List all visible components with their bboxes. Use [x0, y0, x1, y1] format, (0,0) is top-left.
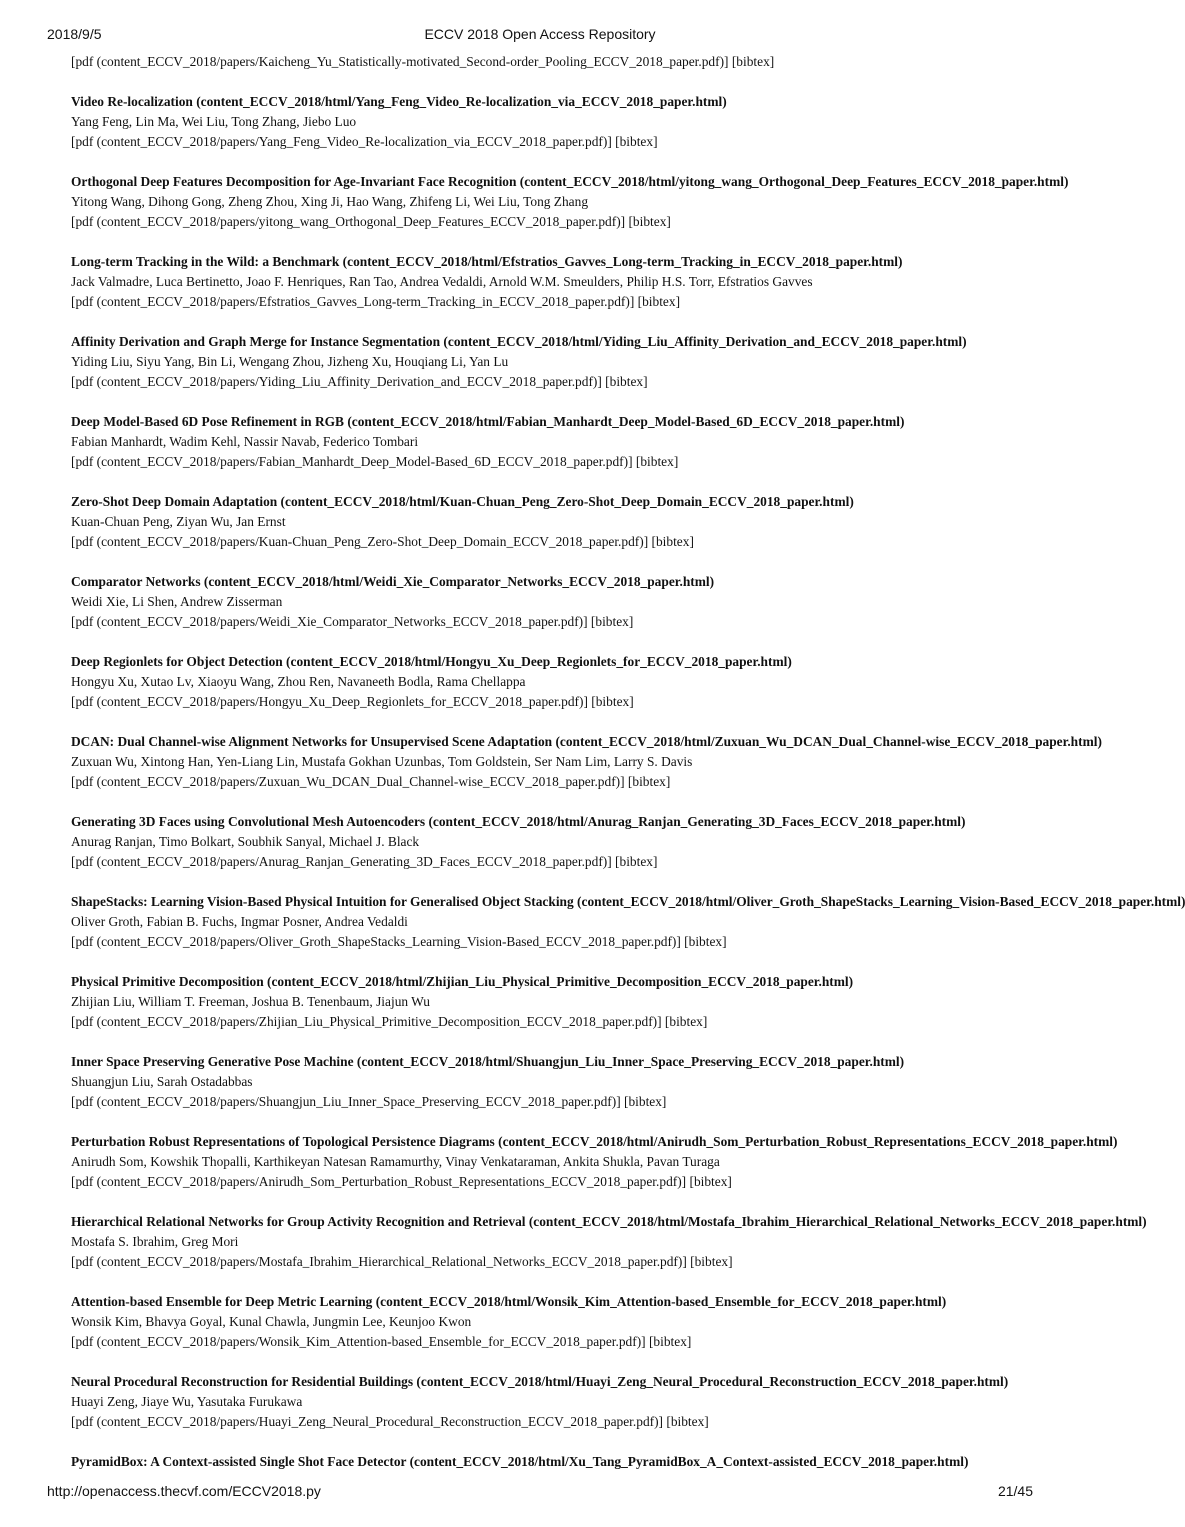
- pdf-link[interactable]: [pdf (content_ECCV_2018/papers/Huayi_Zeng_Neural_Procedural_Reconstruction_ECCV_2018_paper.pdf)] [bibtex]: [71, 1414, 709, 1429]
- paper-entry: [71, 1452, 1032, 1472]
- pdf-link[interactable]: [pdf (content_ECCV_2018/papers/Oliver_Groth_ShapeStacks_Learning_Vision-Based_ECCV_2018_paper.pdf)] [bibtex]: [71, 934, 727, 949]
- paper-authors: Zuxuan Wu, Xintong Han, Yen-Liang Lin, Mustafa Gokhan Uzunbas, Tom Goldstein, Ser Nam Lim, Larry S. Davis: [71, 754, 693, 769]
- paper-authors: Oliver Groth, Fabian B. Fuchs, Ingmar Posner, Andrea Vedaldi: [71, 914, 408, 929]
- pdf-link[interactable]: [pdf (content_ECCV_2018/papers/Hongyu_Xu_Deep_Regionlets_for_ECCV_2018_paper.pdf)] [bibtex]: [71, 694, 634, 709]
- pdf-link[interactable]: [pdf (content_ECCV_2018/papers/Zhijian_Liu_Physical_Primitive_Decomposition_ECCV_2018_paper.pdf)] [bibtex]: [71, 1014, 708, 1029]
- paper-entry: [71, 812, 1032, 872]
- pdf-link[interactable]: [pdf (content_ECCV_2018/papers/Efstratios_Gavves_Long-term_Tracking_in_ECCV_2018_paper.pdf)] [bibtex]: [71, 294, 681, 309]
- pdf-link[interactable]: [pdf (content_ECCV_2018/papers/Fabian_Manhardt_Deep_Model-Based_6D_ECCV_2018_paper.pdf)] [bibtex]: [71, 454, 679, 469]
- page-url: http://openaccess.thecvf.com/ECCV2018.py: [47, 1483, 321, 1499]
- paper-title-link[interactable]: Affinity Derivation and Graph Merge for Instance Segmentation (content_ECCV_2018/html/Yiding_Liu_Affinity_Derivation_and_ECCV_2018_paper.html): [71, 334, 967, 349]
- pdf-link[interactable]: [pdf (content_ECCV_2018/papers/yitong_wang_Orthogonal_Deep_Features_ECCV_2018_paper.pdf)] [bibtex]: [71, 214, 671, 229]
- page-number: 21/45: [997, 1483, 1033, 1499]
- site-title: ECCV 2018 Open Access Repository: [424, 26, 656, 42]
- paper-authors: Mostafa S. Ibrahim, Greg Mori: [71, 1234, 239, 1249]
- paper-authors: Yiding Liu, Siyu Yang, Bin Li, Wengang Zhou, Jizheng Xu, Houqiang Li, Yan Lu: [71, 354, 509, 369]
- paper-title-link[interactable]: Video Re-localization (content_ECCV_2018/html/Yang_Feng_Video_Re-localization_via_ECCV_2018_paper.html): [71, 94, 727, 109]
- paper-authors: Wonsik Kim, Bhavya Goyal, Kunal Chawla, Jungmin Lee, Keunjoo Kwon: [71, 1314, 472, 1329]
- paper-title-link[interactable]: Attention-based Ensemble for Deep Metric Learning (content_ECCV_2018/html/Wonsik_Kim_Attention-based_Ensemble_for_ECCV_2018_paper.html): [71, 1294, 947, 1309]
- paper-entry: [71, 92, 1032, 152]
- paper-authors: Yang Feng, Lin Ma, Wei Liu, Tong Zhang, Jiebo Luo: [71, 114, 357, 129]
- pdf-link[interactable]: [pdf (content_ECCV_2018/papers/Kuan-Chuan_Peng_Zero-Shot_Deep_Domain_ECCV_2018_paper.pdf)] [bibtex]: [71, 534, 694, 549]
- paper-authors: Anurag Ranjan, Timo Bolkart, Soubhik Sanyal, Michael J. Black: [71, 834, 420, 849]
- paper-authors: Zhijian Liu, William T. Freeman, Joshua B. Tenenbaum, Jiajun Wu: [71, 994, 430, 1009]
- paper-authors: Weidi Xie, Li Shen, Andrew Zisserman: [71, 594, 283, 609]
- paper-title-link[interactable]: Comparator Networks (content_ECCV_2018/html/Weidi_Xie_Comparator_Networks_ECCV_2018_paper.html): [71, 574, 715, 589]
- paper-title-link[interactable]: Orthogonal Deep Features Decomposition for Age-Invariant Face Recognition (content_ECCV_2018/html/yitong_wang_Orthogonal_Deep_Features_ECCV_2018_paper.html): [71, 174, 1069, 189]
- paper-title-link[interactable]: Long-term Tracking in the Wild: a Benchmark (content_ECCV_2018/html/Efstratios_Gavves_Long-term_Tracking_in_ECCV_2018_paper.html): [71, 254, 903, 269]
- paper-title-link[interactable]: DCAN: Dual Channel-wise Alignment Networks for Unsupervised Scene Adaptation (content_ECCV_2018/html/Zuxuan_Wu_DCAN_Dual_Channel-wise_ECCV_2018_paper.html): [71, 734, 1102, 749]
- pdf-link[interactable]: [pdf (content_ECCV_2018/papers/Shuangjun_Liu_Inner_Space_Preserving_ECCV_2018_paper.pdf)] [bibtex]: [71, 1094, 667, 1109]
- pdf-link[interactable]: [pdf (content_ECCV_2018/papers/Anurag_Ranjan_Generating_3D_Faces_ECCV_2018_paper.pdf)] [bibtex]: [71, 854, 658, 869]
- paper-authors: Hongyu Xu, Xutao Lv, Xiaoyu Wang, Zhou Ren, Navaneeth Bodla, Rama Chellappa: [71, 674, 526, 689]
- paper-entry: [71, 1052, 1032, 1112]
- paper-title-link[interactable]: Physical Primitive Decomposition (content_ECCV_2018/html/Zhijian_Liu_Physical_Primitive_Decomposition_ECCV_2018_paper.html): [71, 974, 854, 989]
- paper-entry: [71, 892, 1185, 952]
- paper-entry: [71, 572, 1032, 632]
- paper-title-link[interactable]: PyramidBox: A Context-assisted Single Shot Face Detector (content_ECCV_2018/html/Xu_Tang_PyramidBox_A_Context-assisted_ECCV_2018_paper.html): [71, 1454, 969, 1469]
- pdf-link[interactable]: [pdf (content_ECCV_2018/papers/Weidi_Xie_Comparator_Networks_ECCV_2018_paper.pdf)] [bibtex]: [71, 614, 634, 629]
- pdf-link[interactable]: [pdf (content_ECCV_2018/papers/Yiding_Liu_Affinity_Derivation_and_ECCV_2018_paper.pdf)] [bibtex]: [71, 374, 648, 389]
- pdf-link[interactable]: [pdf (content_ECCV_2018/papers/Kaicheng_Yu_Statistically-motivated_Second-order_Pooling_ECCV_2018_paper.pdf)] [bibtex]: [71, 54, 775, 69]
- paper-title-link[interactable]: Deep Regionlets for Object Detection (content_ECCV_2018/html/Hongyu_Xu_Deep_Regionlets_for_ECCV_2018_paper.html): [71, 654, 792, 669]
- pdf-link[interactable]: [pdf (content_ECCV_2018/papers/Yang_Feng_Video_Re-localization_via_ECCV_2018_paper.pdf)] [bibtex]: [71, 134, 658, 149]
- paper-title-link[interactable]: Neural Procedural Reconstruction for Residential Buildings (content_ECCV_2018/html/Huayi_Zeng_Neural_Procedural_Reconstruction_ECCV_2018_paper.html): [71, 1374, 1009, 1389]
- paper-authors: Shuangjun Liu, Sarah Ostadabbas: [71, 1074, 253, 1089]
- paper-authors: Kuan-Chuan Peng, Ziyan Wu, Jan Ernst: [71, 514, 286, 529]
- pdf-link[interactable]: [pdf (content_ECCV_2018/papers/Wonsik_Kim_Attention-based_Ensemble_for_ECCV_2018_paper.pdf)] [bibtex]: [71, 1334, 692, 1349]
- print-footer: [0, 1483, 1080, 1503]
- paper-entry: [71, 252, 1032, 312]
- paper-title-link[interactable]: Generating 3D Faces using Convolutional Mesh Autoencoders (content_ECCV_2018/html/Anurag_Ranjan_Generating_3D_Faces_ECCV_2018_paper.html): [71, 814, 966, 829]
- pdf-link[interactable]: [pdf (content_ECCV_2018/papers/Zuxuan_Wu_DCAN_Dual_Channel-wise_ECCV_2018_paper.pdf)] [bibtex]: [71, 774, 671, 789]
- paper-title-link[interactable]: Zero-Shot Deep Domain Adaptation (content_ECCV_2018/html/Kuan-Chuan_Peng_Zero-Shot_Deep_Domain_ECCV_2018_paper.html): [71, 494, 854, 509]
- paper-list: [71, 52, 1185, 1472]
- print-header: [0, 26, 1080, 46]
- paper-entry: [71, 412, 1032, 472]
- paper-authors: Huayi Zeng, Jiaye Wu, Yasutaka Furukawa: [71, 1394, 303, 1409]
- paper-authors: Jack Valmadre, Luca Bertinetto, Joao F. Henriques, Ran Tao, Andrea Vedaldi, Arnold W.M. Smeulders, Philip H.S. Torr, Efstratios Gavves: [71, 274, 813, 289]
- paper-entry: [71, 1292, 1032, 1352]
- print-date: 2018/9/5: [47, 26, 102, 42]
- paper-title-link[interactable]: ShapeStacks: Learning Vision-Based Physical Intuition for Generalised Object Stacking (content_ECCV_2018/html/Oliver_Groth_ShapeStacks_Learning_Vision-Based_ECCV_2018_paper.html): [71, 894, 1185, 909]
- paper-entry: [71, 492, 1032, 552]
- paper-entry: [71, 172, 1069, 232]
- pdf-link[interactable]: [pdf (content_ECCV_2018/papers/Anirudh_Som_Perturbation_Robust_Representations_ECCV_2018_paper.pdf)] [bibtex]: [71, 1174, 732, 1189]
- paper-title-link[interactable]: Deep Model-Based 6D Pose Refinement in RGB (content_ECCV_2018/html/Fabian_Manhardt_Deep_Model-Based_6D_ECCV_2018_paper.html): [71, 414, 905, 429]
- paper-entry: [71, 1132, 1118, 1192]
- paper-authors: Anirudh Som, Kowshik Thopalli, Karthikeyan Natesan Ramamurthy, Vinay Venkataraman, Ankita Shukla, Pavan Turaga: [71, 1154, 720, 1169]
- paper-title-link[interactable]: Hierarchical Relational Networks for Group Activity Recognition and Retrieval (content_ECCV_2018/html/Mostafa_Ibrahim_Hierarchical_Relational_Networks_ECCV_2018_paper.html): [71, 1214, 1147, 1229]
- paper-authors: Fabian Manhardt, Wadim Kehl, Nassir Navab, Federico Tombari: [71, 434, 419, 449]
- paper-entry: [71, 652, 1032, 712]
- paper-entry: [71, 1372, 1032, 1432]
- paper-title-link[interactable]: Perturbation Robust Representations of Topological Persistence Diagrams (content_ECCV_2018/html/Anirudh_Som_Perturbation_Robust_Representations_ECCV_2018_paper.html): [71, 1134, 1118, 1149]
- paper-entry: [71, 732, 1102, 792]
- paper-entry: [71, 332, 1032, 392]
- paper-entry: [71, 972, 1032, 1032]
- paper-title-link[interactable]: Inner Space Preserving Generative Pose Machine (content_ECCV_2018/html/Shuangjun_Liu_Inner_Space_Preserving_ECCV_2018_paper.html): [71, 1054, 905, 1069]
- paper-authors: Yitong Wang, Dihong Gong, Zheng Zhou, Xing Ji, Hao Wang, Zhifeng Li, Wei Liu, Tong Zhang: [71, 194, 589, 209]
- paper-entry: [71, 1212, 1147, 1272]
- pdf-link[interactable]: [pdf (content_ECCV_2018/papers/Mostafa_Ibrahim_Hierarchical_Relational_Networks_ECCV_2018_paper.pdf)] [bibtex]: [71, 1254, 733, 1269]
